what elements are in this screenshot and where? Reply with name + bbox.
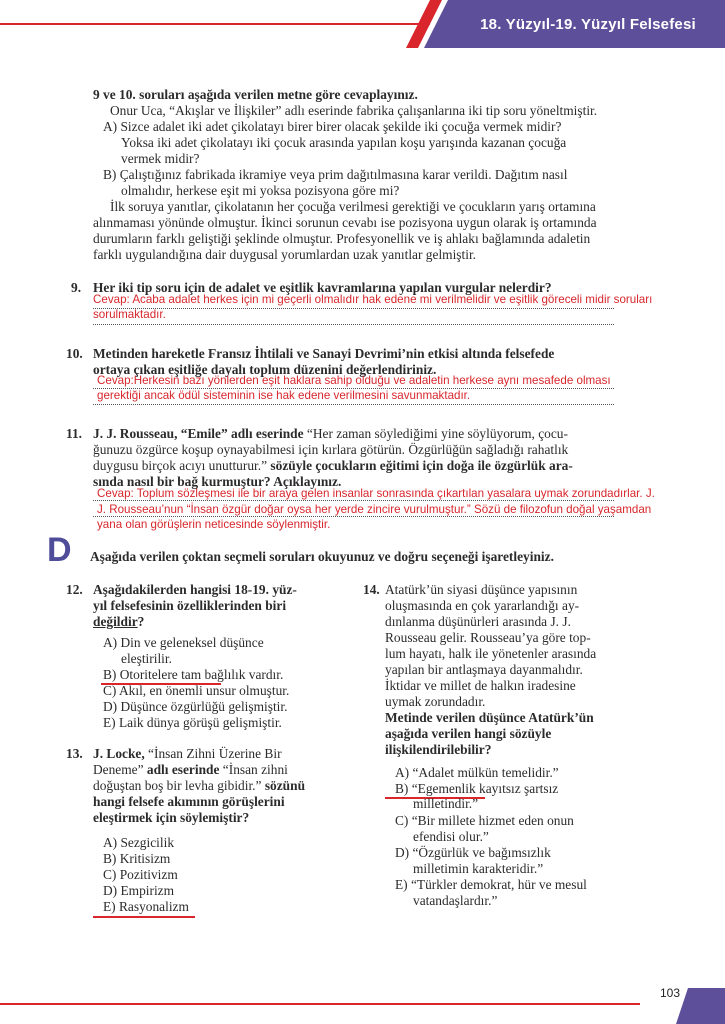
intro-line: Yoksa iki adet çikolatayı iki çocuk arasında yapılan koşu yarışında kazanan çocuğa [121, 135, 567, 150]
answer-dotted-line [93, 324, 614, 325]
question-13-quote: Deneme” [93, 762, 147, 777]
question-11-line: ğunuzu özgürce koşup oynayabilmesi için kırlara götürün. Özgürlüğün sağladığı rahatlık [93, 442, 569, 457]
question-14-line: dınlanma düşünürleri arasında J. J. [385, 614, 571, 629]
question-13-line [93, 762, 288, 778]
intro-line: olmalıdır, herkese eşit mi yoksa pozisyona göre mi? [121, 183, 400, 198]
question-14-line: Rousseau gelir. Rousseau’ya göre top- [385, 630, 591, 645]
intro-line: A) Sizce adalet iki adet çikolatayı birer birer olacak şekilde iki çocuğa vermek midir? [103, 119, 562, 134]
answer-dotted-line [93, 500, 614, 501]
option-e[interactable]: E) “Türkler demokrat, hür ve mesul [395, 877, 587, 892]
option-d[interactable]: D) “Özgürlük ve bağımsızlık [395, 845, 551, 860]
option-c[interactable]: C) Pozitivizm [103, 867, 178, 882]
chapter-title: 18. Yüzyıl-19. Yüzyıl Felsefesi [480, 16, 696, 33]
question-12-text: Aşağıdakilerden hangisi 18-19. yüz- [93, 582, 297, 597]
answer-line: sorulmaktadır. [93, 308, 166, 321]
question-10-text: ortaya çıkan eşitliğe dayalı toplum düzenini değerlendiriniz. [93, 362, 437, 377]
option-a[interactable]: A) Din ve geleneksel düşünce [103, 635, 264, 650]
question-number: 9. [71, 280, 82, 295]
underlined-keyword: değildir [93, 614, 138, 629]
answer-line: Cevap: Toplum sözleşmesi ile bir araya gelen insanlar sonrasında çıkartılan yasalara uymak zorundadırlar. J. [97, 487, 655, 500]
question-13-line [93, 778, 305, 794]
question-number: 10. [66, 346, 83, 361]
answer-line: J. Rousseau’nun “İnsan özgür doğar oysa her yerde zincire vurulmuştur.” Sözü de filozofun doğal yaşamdan [97, 503, 652, 516]
section-d-instruction: Aşağıda verilen çoktan seçmeli soruları okuyunuz ve doğru seçeneği işaretleyiniz. [90, 549, 554, 564]
question-13-line: eleştirmek için söylemiştir? [93, 810, 250, 825]
question-13-quote: “İnsan zihni [222, 762, 288, 777]
question-14-line: yapılan bir antlaşmaya dayanmalıdır. [385, 662, 583, 677]
question-number: 11. [66, 426, 82, 441]
intro-line: İlk soruya yanıtlar, çikolatanın her çocuğa verilmesi gerektiği ve çocukların yarış ortamına [110, 199, 596, 214]
intro-line: durumların farklı geliştiği şeklinde olmuştur. Profesyonellik ve iş ahlakı bağlamında adaletin [93, 231, 591, 246]
question-14-line: lum hayatı, halk ile yönetenler arasında [385, 646, 597, 661]
intro-line: vermek midir? [121, 151, 200, 166]
question-12-text: yıl felsefesinin özelliklerinden biri [93, 598, 287, 613]
option-e[interactable]: E) Rasyonalizm [103, 899, 189, 914]
question-mark: ? [137, 614, 145, 629]
marked-answer-underline [93, 916, 195, 918]
page-number: 103 [660, 986, 681, 1000]
question-13-quote: doğuştan boş bir levha gibidir.” [93, 778, 265, 793]
question-9-text: Her iki tip soru için de adalet ve eşitlik kavramlarına yapılan vurgular nelerdir? [93, 280, 552, 295]
question-11-bold: sözüyle çocukların eğitimi için doğa ile özgürlük ara- [270, 458, 573, 473]
footer-band [676, 988, 725, 1024]
option-e[interactable]: E) Laik dünya görüşü gelişmiştir. [103, 715, 282, 730]
question-11-line [93, 426, 568, 442]
question-14-prompt: Metinde verilen düşünce Atatürk’ün [385, 710, 594, 725]
question-13-quote: “İnsan Zihni Üzerine Bir [148, 746, 282, 761]
question-11-line: sında nasıl bir bağ kurmuştur? Açıklayınız. [93, 474, 342, 489]
option-e-continued: vatandaşlardır.” [413, 893, 498, 908]
question-13-line [93, 746, 282, 762]
option-a[interactable]: A) “Adalet mülkün temelidir.” [395, 765, 559, 780]
answer-line: Cevap: Acaba adalet herkes için mi geçerli olmalıdır hak edene mi verilmelidir ve eşitlik göreceli midir soruları [93, 293, 653, 306]
option-c[interactable]: C) Akıl, en önemli unsur olmuştur. [103, 683, 290, 698]
option-c[interactable]: C) “Bir millete hizmet eden onun [395, 813, 574, 828]
question-11-quote: duygusu birçok acıyı unutturur.” [93, 458, 271, 473]
option-c-continued: efendisi olur.” [413, 829, 489, 844]
question-11-line [93, 458, 573, 474]
question-13-bold: sözünü [264, 778, 306, 793]
section-d-letter: D [47, 531, 72, 569]
question-14-prompt: aşağıda verilen hangi sözüyle [385, 726, 552, 741]
option-d-continued: milletimin karakteridir.” [413, 861, 544, 876]
intro-line: Onur Uca, “Akışlar ve İlişkiler” adlı eserinde fabrika çalışanlarına iki tip soru yöneltmiştir. [110, 103, 598, 118]
intro-heading: 9 ve 10. soruları aşağıda verilen metne göre cevaplayınız. [93, 87, 418, 102]
option-d[interactable]: D) Düşünce özgürlüğü gelişmiştir. [103, 699, 288, 714]
question-13-bold: J. Locke, [93, 746, 149, 761]
answer-dotted-line [93, 404, 614, 405]
question-number: 12. [66, 582, 83, 597]
question-14-line: İktidar ve millet de halkın iradesine [385, 678, 576, 693]
question-11-bold: J. J. Rousseau, “Emile” adlı eserinde [93, 426, 307, 441]
option-b-continued: milletindir.” [413, 796, 479, 811]
question-14-line: uymak zorundadır. [385, 694, 486, 709]
answer-dotted-line [93, 388, 614, 389]
option-b[interactable]: B) Otoritelere tam bağlılık vardır. [103, 667, 284, 682]
question-14-line: oluşmasında en çok yararlandığı ay- [385, 598, 580, 613]
answer-line: yana olan görüşlerin neticesinde söylenmiştir. [97, 518, 331, 531]
option-b[interactable]: B) Kritisizm [103, 851, 171, 866]
intro-line: B) Çalıştığınız fabrikada ikramiye veya prim dağıtılmasına karar verildi. Dağıtım nasıl [103, 167, 568, 182]
question-number: 14. [363, 582, 380, 597]
question-number: 13. [66, 746, 83, 761]
option-d[interactable]: D) Empirizm [103, 883, 175, 898]
question-11-quote: “Her zaman söylediğimi yine söylüyorum, çocu- [306, 426, 568, 441]
question-14-prompt: ilişkilendirilebilir? [385, 742, 492, 757]
question-10-text: Metinden hareketle Fransız İhtilali ve Sanayi Devrimi’nin etkisi altında felsefede [93, 346, 555, 361]
question-14-line: Atatürk’ün siyasi düşünce yapısının [385, 582, 578, 597]
question-13-line: hangi felsefe akımının görüşlerini [93, 794, 285, 809]
question-13-bold: adlı eserinde [146, 762, 223, 777]
answer-line: Cevap:Herkesin bazı yönlerden eşit haklara sahip olduğu ve adaletin herkese aynı mesafede olması [97, 374, 611, 387]
option-a[interactable]: A) Sezgicilik [103, 835, 175, 850]
answer-dotted-line [93, 516, 614, 517]
option-a-continued: eleştirilir. [121, 651, 172, 666]
intro-line: alınmaması yönünde olmuştur. İkinci sorunun cevabı ise pozisyona uygun olarak iş ortamında [93, 215, 597, 230]
option-b[interactable]: B) “Egemenlik kayıtsız şartsız [395, 781, 559, 796]
intro-line: farklı uygulandığına dair duygusal yorumlardan uzak yanıtlar gelmiştir. [93, 247, 477, 262]
question-12-text [93, 614, 144, 630]
answer-dotted-line [93, 308, 614, 309]
answer-line: gerektiği ancak ödül sisteminin ise hak edene verilmesini savunmaktadır. [97, 389, 471, 402]
